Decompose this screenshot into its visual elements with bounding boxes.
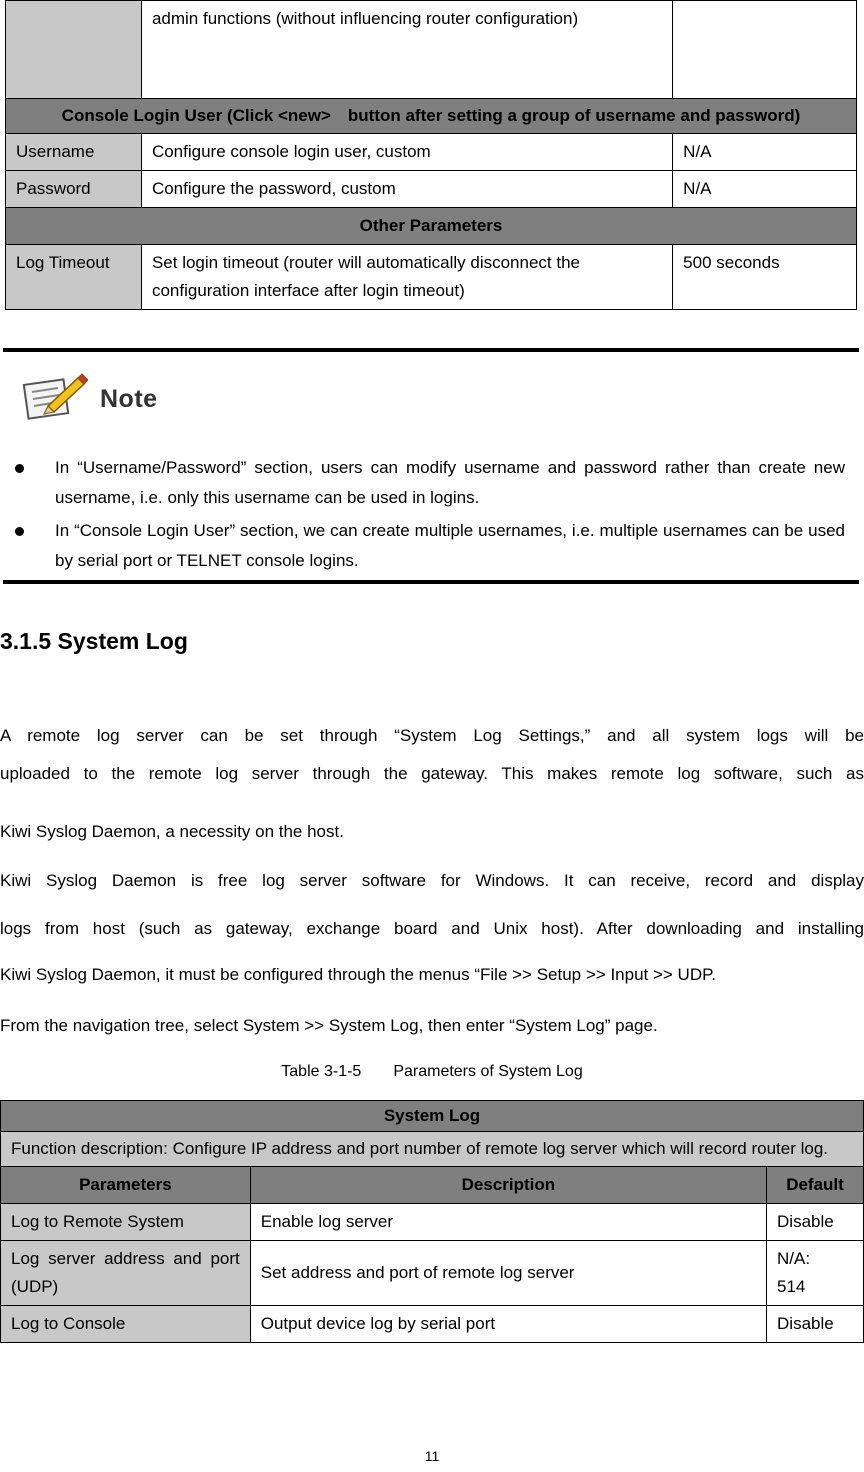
bullet-icon [15,527,24,536]
section-heading: 3.1.5 System Log [0,628,188,654]
note-bottom-rule [3,580,859,584]
table-cell-desc: Enable log server [250,1204,766,1241]
table-cell-param: Log server address and port (UDP) [1,1241,251,1306]
table-cell-empty [673,1,857,99]
note-text: In “Console Login User” section, we can create multiple usernames, i.e. multiple usernames can be used by serial port or TELNET console logins. [55,521,845,570]
table-cell-desc: Output device log by serial port [250,1306,766,1343]
system-log-table [0,1100,864,1343]
table-cell-param: Username [6,134,142,171]
page-number: 11 [424,1448,440,1464]
table-caption-title: Parameters of System Log [393,1063,583,1080]
table-caption [0,1063,864,1081]
table-cell-desc: admin functions (without influencing router configuration) [141,1,672,99]
bullet-icon [15,464,24,473]
header-default: Default [767,1167,864,1204]
note-bullet-item [55,516,845,576]
table-cell-desc: Set address and port of remote log server [250,1241,766,1306]
paragraph-line: From the navigation tree, select System >> System Log, then enter “System Log” page. [0,1016,658,1035]
note-text: In “Username/Password” section, users can modify username and password rather than create new username, i.e. only this username can be used in logins. [55,458,845,507]
table-cell-empty [6,1,142,99]
paragraph-line: logs from host (such as gateway, exchange board and Unix host). After downloading and installing [0,919,864,938]
section-header-other-parameters: Other Parameters [6,208,857,245]
table-cell-desc: Configure console login user, custom [141,134,672,171]
table-cell-desc: Set login timeout (router will automatically disconnect the configuration interface after login timeout) [141,245,672,310]
table-cell-default: N/A [673,171,857,208]
paragraph-line: Kiwi Syslog Daemon, a necessity on the host. [0,822,344,841]
table-cell-default: N/A: 514 [767,1241,864,1306]
header-description: Description [250,1167,766,1204]
note-bullet-item [55,453,845,513]
table-title: System Log [1,1101,864,1132]
note-label: Note [100,385,158,413]
table-cell-default: Disable [767,1204,864,1241]
paragraph-line: A remote log server can be set through “System Log Settings,” and all system logs will be [0,726,864,745]
table-cell-param: Log to Console [1,1306,251,1343]
table-caption-number: Table 3-1-5 [281,1063,362,1080]
paragraph-line: Kiwi Syslog Daemon is free log server software for Windows. It can receive, record and display [0,871,864,890]
login-params-table [5,0,857,310]
note-top-rule [3,348,859,352]
table-cell-default: N/A [673,134,857,171]
table-cell-param: Log to Remote System [1,1204,251,1241]
table-cell-desc: Configure the password, custom [141,171,672,208]
paragraph-line: Kiwi Syslog Daemon, it must be configured through the menus “File >> Setup >> Input >> UDP. [0,965,716,984]
note-pencil-icon [22,372,88,429]
table-cell-default: 500 seconds [673,245,857,310]
table-cell-default: Disable [767,1306,864,1343]
table-cell-param: Password [6,171,142,208]
header-parameters: Parameters [1,1167,251,1204]
section-header-console-login: Console Login User (Click <new> button after setting a group of username and password) [6,99,857,134]
function-description: Function description: Configure IP address and port number of remote log server which will record router log. [1,1132,864,1167]
table-cell-param: Log Timeout [6,245,142,310]
paragraph-line: uploaded to the remote log server through the gateway. This makes remote log software, such as [0,764,864,783]
